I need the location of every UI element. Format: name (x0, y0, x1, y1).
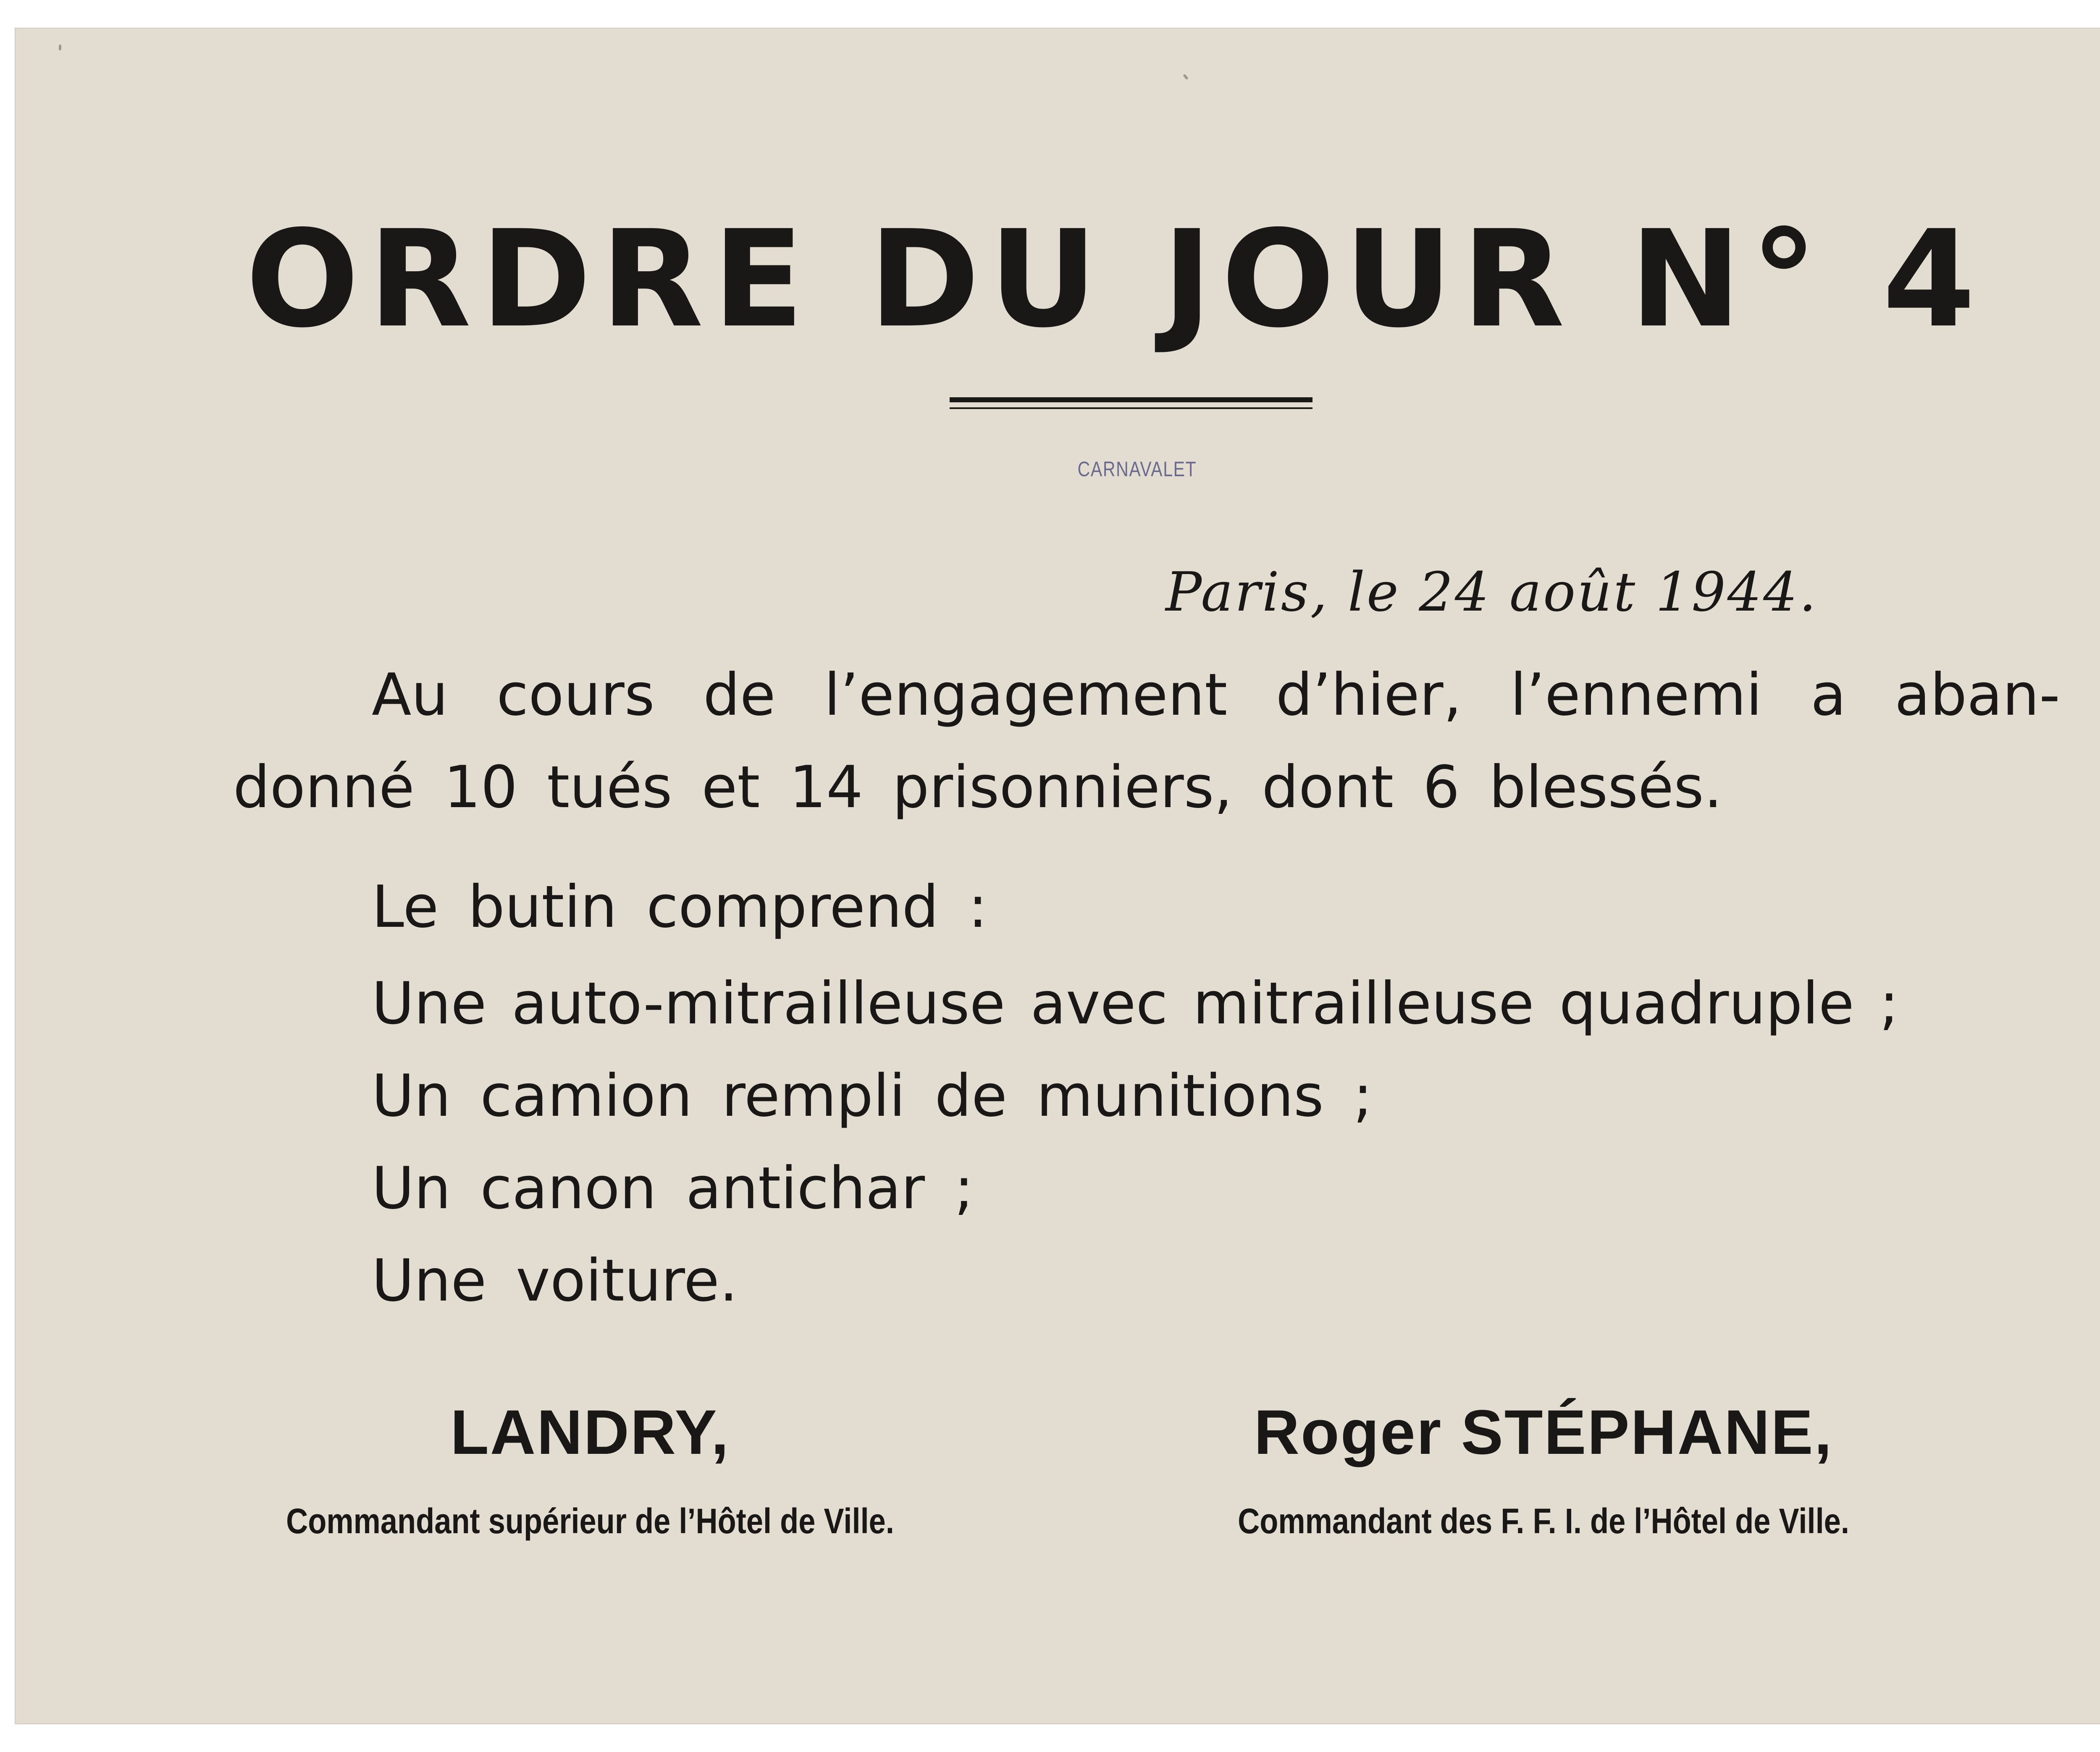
museum-stamp: CARNAVALET (1077, 457, 1197, 481)
signatory-name-left: LANDRY, (450, 1397, 730, 1467)
page-title: ORDRE DU JOUR N° 4 (245, 202, 1985, 357)
loot-item-3: Un canon antichar ; (372, 1154, 974, 1222)
date-line: Paris, le 24 août 1944. (1166, 561, 1818, 624)
poster-sheet (15, 28, 2100, 1724)
pin-hole-mark (1183, 74, 1189, 80)
loot-intro: Le butin comprend : (372, 873, 988, 941)
signatory-role-left: Commandant supérieur de l’Hôtel de Ville. (286, 1501, 894, 1541)
paragraph-line-1: Au cours de l’engagement d’hier, l’ennemi a aban- (372, 661, 2060, 729)
loot-item-2: Un camion rempli de munitions ; (372, 1062, 1373, 1130)
loot-item-1: Une auto-mitrailleuse avec mitrailleuse quadruple ; (372, 970, 1899, 1037)
title-underline (950, 397, 1312, 402)
pin-hole-mark (59, 45, 61, 50)
signatory-role-right: Commandant des F. F. I. de l’Hôtel de Ville. (1238, 1501, 1849, 1541)
title-underline-thin (950, 407, 1312, 409)
loot-item-4: Une voiture. (372, 1247, 738, 1314)
signatory-name-right: Roger STÉPHANE, (1254, 1397, 1833, 1467)
paragraph-line-2: donné 10 tués et 14 prisonniers, dont 6 blessés. (233, 753, 1722, 821)
